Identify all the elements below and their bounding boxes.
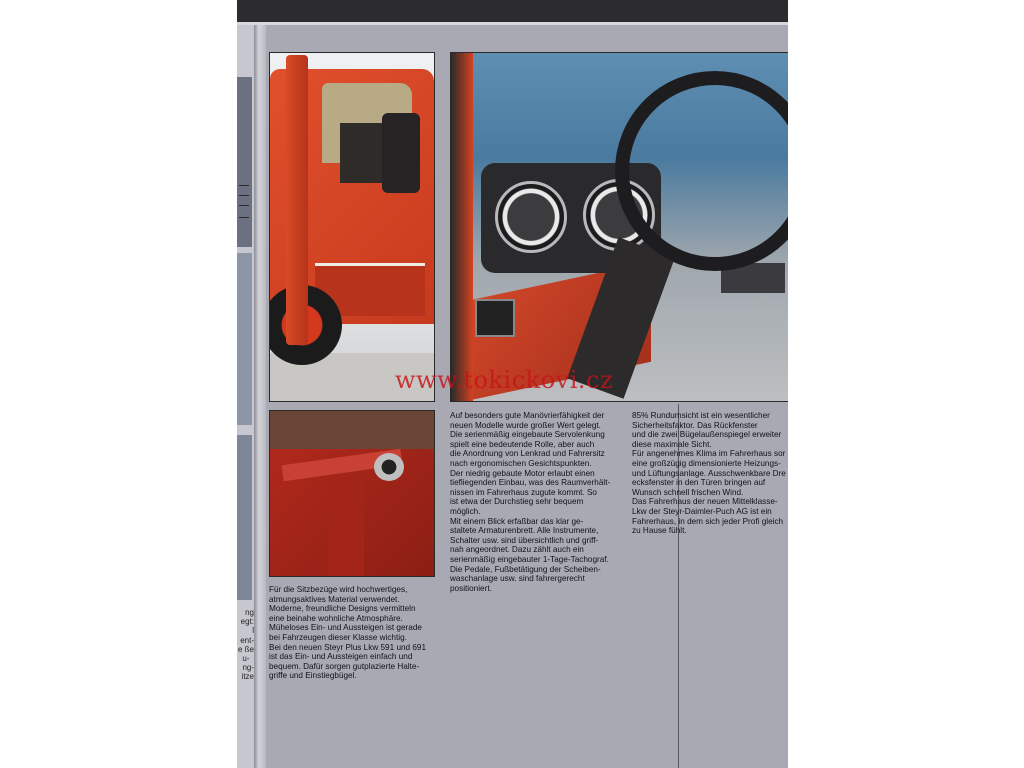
text-line: nah angeordnet. Dazu zählt auch ein	[450, 545, 584, 555]
text-column-2	[450, 411, 618, 593]
text-line: die Anordnung von Lenkrad und Fahrersitz	[450, 449, 605, 459]
text-line: Mit einem Blick erfaßbar das klar ge-	[450, 516, 584, 526]
switch-panel	[475, 299, 515, 337]
text-line: Der niedrig gebaute Motor erlaubt einen	[450, 468, 595, 478]
engine-parts	[270, 411, 434, 449]
text-line: bei Fahrzeugen dieser Klasse wichtig.	[269, 632, 407, 642]
text-line: ecksfenster in den Türen bringen auf	[632, 478, 766, 488]
text-line: Das Fahrerhaus der neuen Mittelklasse-	[632, 497, 778, 507]
previous-page-photo-strip	[237, 435, 252, 600]
text-line: griffe und Einstiegbügel.	[269, 671, 357, 681]
text-line: Auf besonders gute Manövrierfähigkeit der	[450, 411, 605, 420]
text-line: Die serienmäßig eingebaute Servolenkung	[450, 430, 605, 440]
text-column-1	[269, 585, 437, 681]
open-door	[286, 55, 308, 345]
previous-page-photo-strip	[237, 253, 252, 425]
text-line: und Lüftungsanlage. Ausschwenkbare Dre	[632, 468, 786, 478]
door-frame	[451, 53, 473, 401]
text-line: Für angenehmes Klima im Fahrerhaus sor	[632, 449, 786, 459]
dashboard-photo	[450, 52, 788, 402]
text-line: Wunsch schnell frischen Wind.	[632, 487, 744, 497]
text-line: Schalter usw. sind übersichtlich und griff-	[450, 535, 599, 545]
text-line: Für die Sitzbezüge wird hochwertiges,	[269, 585, 408, 594]
diagram-line	[239, 185, 249, 186]
previous-page-text-fragments	[237, 608, 254, 708]
text-line: Moderne, freundliche Designs vermitteln	[269, 604, 416, 614]
fragment-line: ng	[245, 608, 254, 617]
driver-seat	[382, 113, 420, 193]
fragment-line: itze	[241, 672, 254, 682]
text-line: Fahrerhaus, in dem sich jeder Profi gleich	[632, 516, 784, 526]
fragment-line: egt:	[240, 617, 254, 627]
text-line: 85% Rundumsicht ist ein wesentlicher	[632, 411, 770, 420]
speedometer-gauge	[495, 181, 567, 253]
text-line: serienmäßig eingebauter 1-Tage-Tachograf.	[450, 554, 609, 564]
text-line: Müheloses Ein- und Aussteigen ist gerade	[269, 623, 422, 633]
text-line: Die Pedale, Fußbetätigung der Scheiben-	[450, 564, 601, 574]
text-line: Bei den neuen Steyr Plus Lkw 591 und 691	[269, 642, 427, 652]
text-line: spielt eine bedeutende Rolle, aber auch	[450, 439, 595, 449]
text-line: zu Hause fühlt.	[632, 526, 687, 536]
fragment-line: e	[237, 644, 243, 654]
text-line: Lkw der Steyr-Daimler-Puch AG ist ein	[632, 506, 772, 516]
text-line: tiefliegenden Einbau, was des Raumverhält-	[450, 478, 611, 488]
text-line: und die zwei Bügelaußenspiegel erweiter	[632, 430, 782, 440]
page-fold	[254, 25, 266, 768]
watermark-text: www.tokickovi.cz	[395, 366, 614, 394]
text-line: atmungsaktives Material verwendet.	[269, 594, 400, 604]
text-line: Sicherheitsfaktor. Das Rückfenster	[632, 420, 758, 430]
seat-mechanism-photo	[269, 410, 435, 577]
text-line: bequem. Dafür sorgen gutplazierte Halte-	[269, 661, 420, 671]
text-line: ist das Ein- und Aussteigen einfach und	[269, 652, 413, 662]
diagram-line	[239, 205, 249, 206]
text-line: eine großzügig dimensionierte Heizungs-	[632, 458, 781, 468]
text-line: diese maximale Sicht.	[632, 439, 712, 449]
text-line: nissen im Fahrerhaus zugute kommt. So	[450, 487, 597, 497]
seat-post	[328, 481, 364, 576]
fragment-line: u-	[242, 654, 250, 664]
truck-cab-photo	[269, 52, 435, 402]
text-line: staltete Armaturenbrett. Alle Instrumente,	[450, 526, 599, 536]
text-line: nach ergonomischen Gesichtspunkten.	[450, 458, 592, 468]
text-line: positioniert.	[450, 583, 492, 593]
previous-page-diagram-strip	[237, 77, 252, 247]
text-line: möglich.	[450, 506, 481, 516]
fragment-line: ent-	[240, 635, 254, 645]
diagram-line	[239, 195, 249, 196]
adjustment-knob	[374, 453, 404, 481]
diagram-line	[239, 217, 249, 218]
top-dark-band	[237, 0, 788, 22]
text-line: ist etwa der Durchstieg sehr bequem	[450, 497, 584, 507]
text-column-3	[632, 411, 788, 536]
text-line: eine beinahe wohnliche Atmosphäre.	[269, 613, 403, 623]
text-line: neuen Modelle wurde großer Wert gelegt.	[450, 420, 601, 430]
fragment-line: ße	[244, 644, 254, 654]
top-light-band	[237, 22, 788, 25]
fragment-line: ng-	[242, 663, 254, 673]
text-line: waschanlage usw. sind fahrergerecht	[450, 574, 585, 584]
